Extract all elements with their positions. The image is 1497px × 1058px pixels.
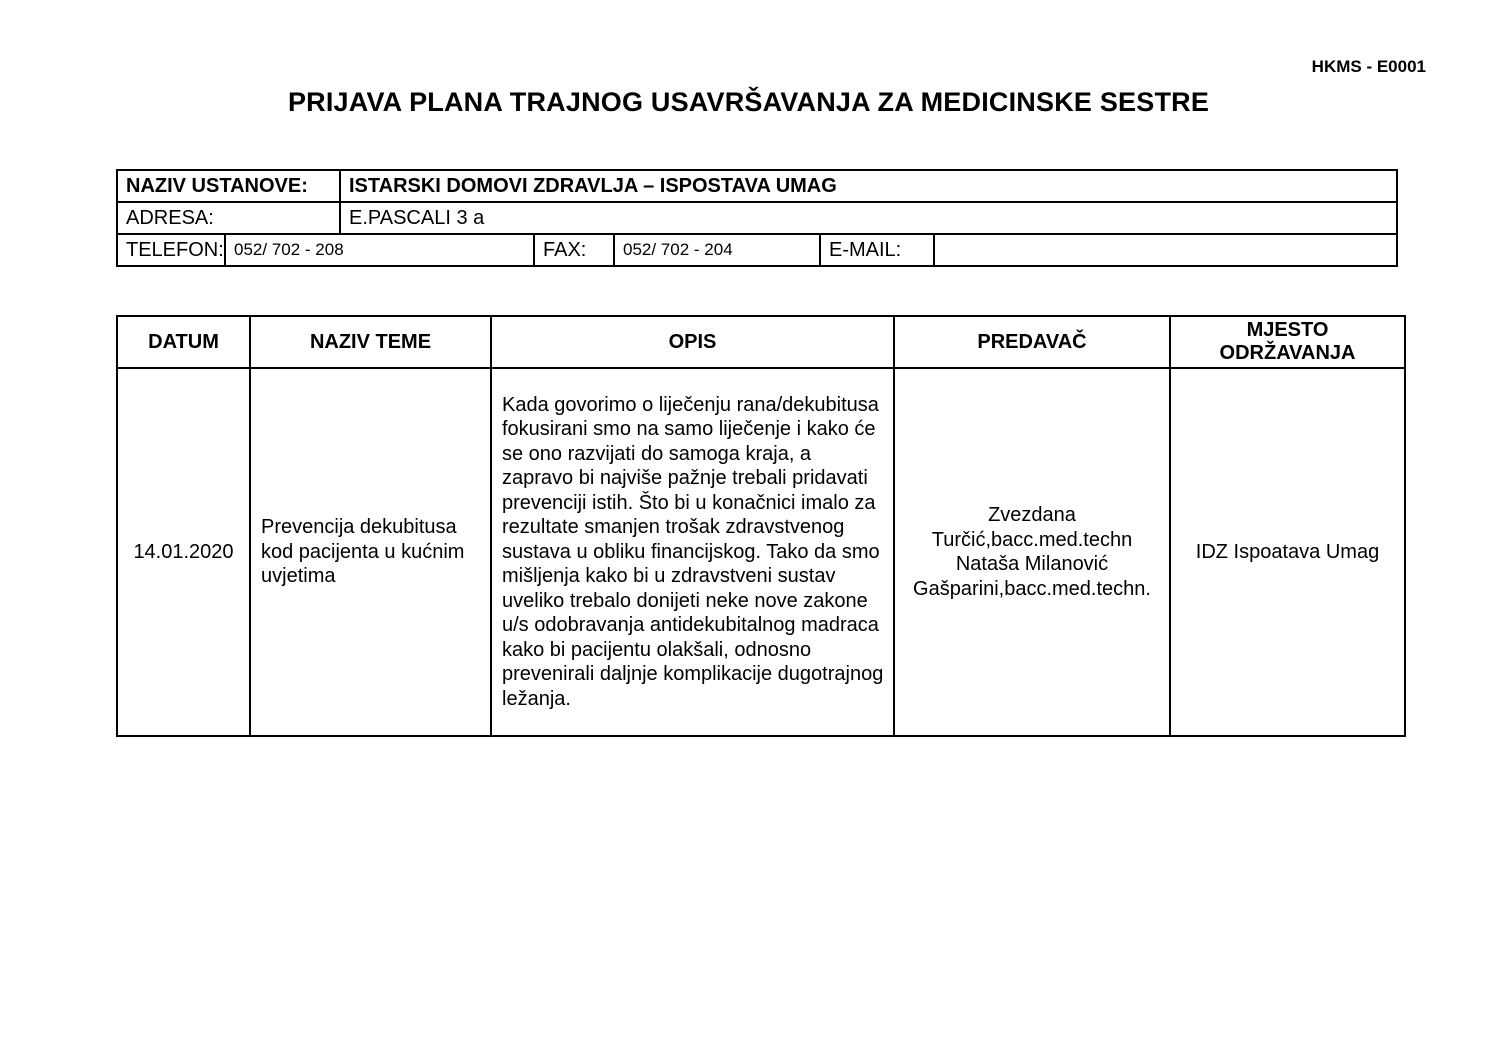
- form-code: HKMS - E0001: [1311, 57, 1426, 76]
- header-description: OPIS: [491, 316, 894, 368]
- table-row: [117, 368, 1405, 736]
- row-description: Kada govorimo o liječenju rana/dekubitusa fokusirani smo na samo liječenje i kako će se ono razvijati do samoga kraja, a zapravo bi najviše pažnje trebali pridavati prevenciji istih. Što bi u konačnici imalo za rezultate smanjen trošak zdravstvenog sustava u obliku financijskog. Tako da smo mišljenja kako bi u zdravstveni sustav uveliko trebalo donijeti neke nove zakone u/s odobravanja antidekubitalnog madraca kako bi pacijentu olakšali, odnosno prevenirali daljnje komplikacije dugotrajnog ležanja.: [491, 368, 894, 736]
- header-lecturer: PREDAVAČ: [894, 316, 1170, 368]
- header-date: DATUM: [117, 316, 250, 368]
- address-label: ADRESA:: [117, 202, 340, 234]
- row-venue: IDZ Ispoatava Umag: [1170, 368, 1405, 736]
- phone-value: 052/ 702 - 208: [225, 234, 534, 266]
- row-date: 14.01.2020: [117, 368, 250, 736]
- row-lecturer: [894, 368, 1170, 736]
- institution-name-row: [117, 170, 1397, 202]
- header-venue-line2: ODRŽAVANJA: [1219, 342, 1356, 364]
- header-venue: [1170, 316, 1405, 368]
- fax-value: 052/ 702 - 204: [614, 234, 820, 266]
- row-theme: Prevencija dekubitusa kod pacijenta u kućnim uvjetima: [250, 368, 491, 736]
- phone-label: TELEFON:: [117, 234, 225, 266]
- address-value: E.PASCALI 3 a: [340, 202, 1397, 234]
- institution-name-value: ISTARSKI DOMOVI ZDRAVLJA – ISPOSTAVA UMAG: [340, 170, 1397, 202]
- lecturer-line: Turčić,bacc.med.techn: [931, 528, 1133, 551]
- header-venue-line1: MJESTO: [1246, 319, 1329, 341]
- email-label: E-MAIL:: [820, 234, 934, 266]
- page-title: PRIJAVA PLANA TRAJNOG USAVRŠAVANJA ZA MEDICINSKE SESTRE: [287, 87, 1210, 117]
- lecturer-line: Zvezdana: [988, 504, 1076, 526]
- training-plan-table: [116, 315, 1406, 737]
- institution-name-label: NAZIV USTANOVE:: [117, 170, 340, 202]
- lecturer-line: Gašparini,bacc.med.techn.: [913, 577, 1151, 600]
- contact-row: [117, 234, 1397, 266]
- plan-header-row: [117, 316, 1405, 368]
- institution-info-table: [116, 169, 1398, 267]
- header-theme: NAZIV TEME: [250, 316, 491, 368]
- lecturer-line: Nataša Milanović: [955, 553, 1109, 575]
- address-row: [117, 202, 1397, 234]
- fax-label: FAX:: [534, 234, 614, 266]
- email-value: [934, 234, 1397, 266]
